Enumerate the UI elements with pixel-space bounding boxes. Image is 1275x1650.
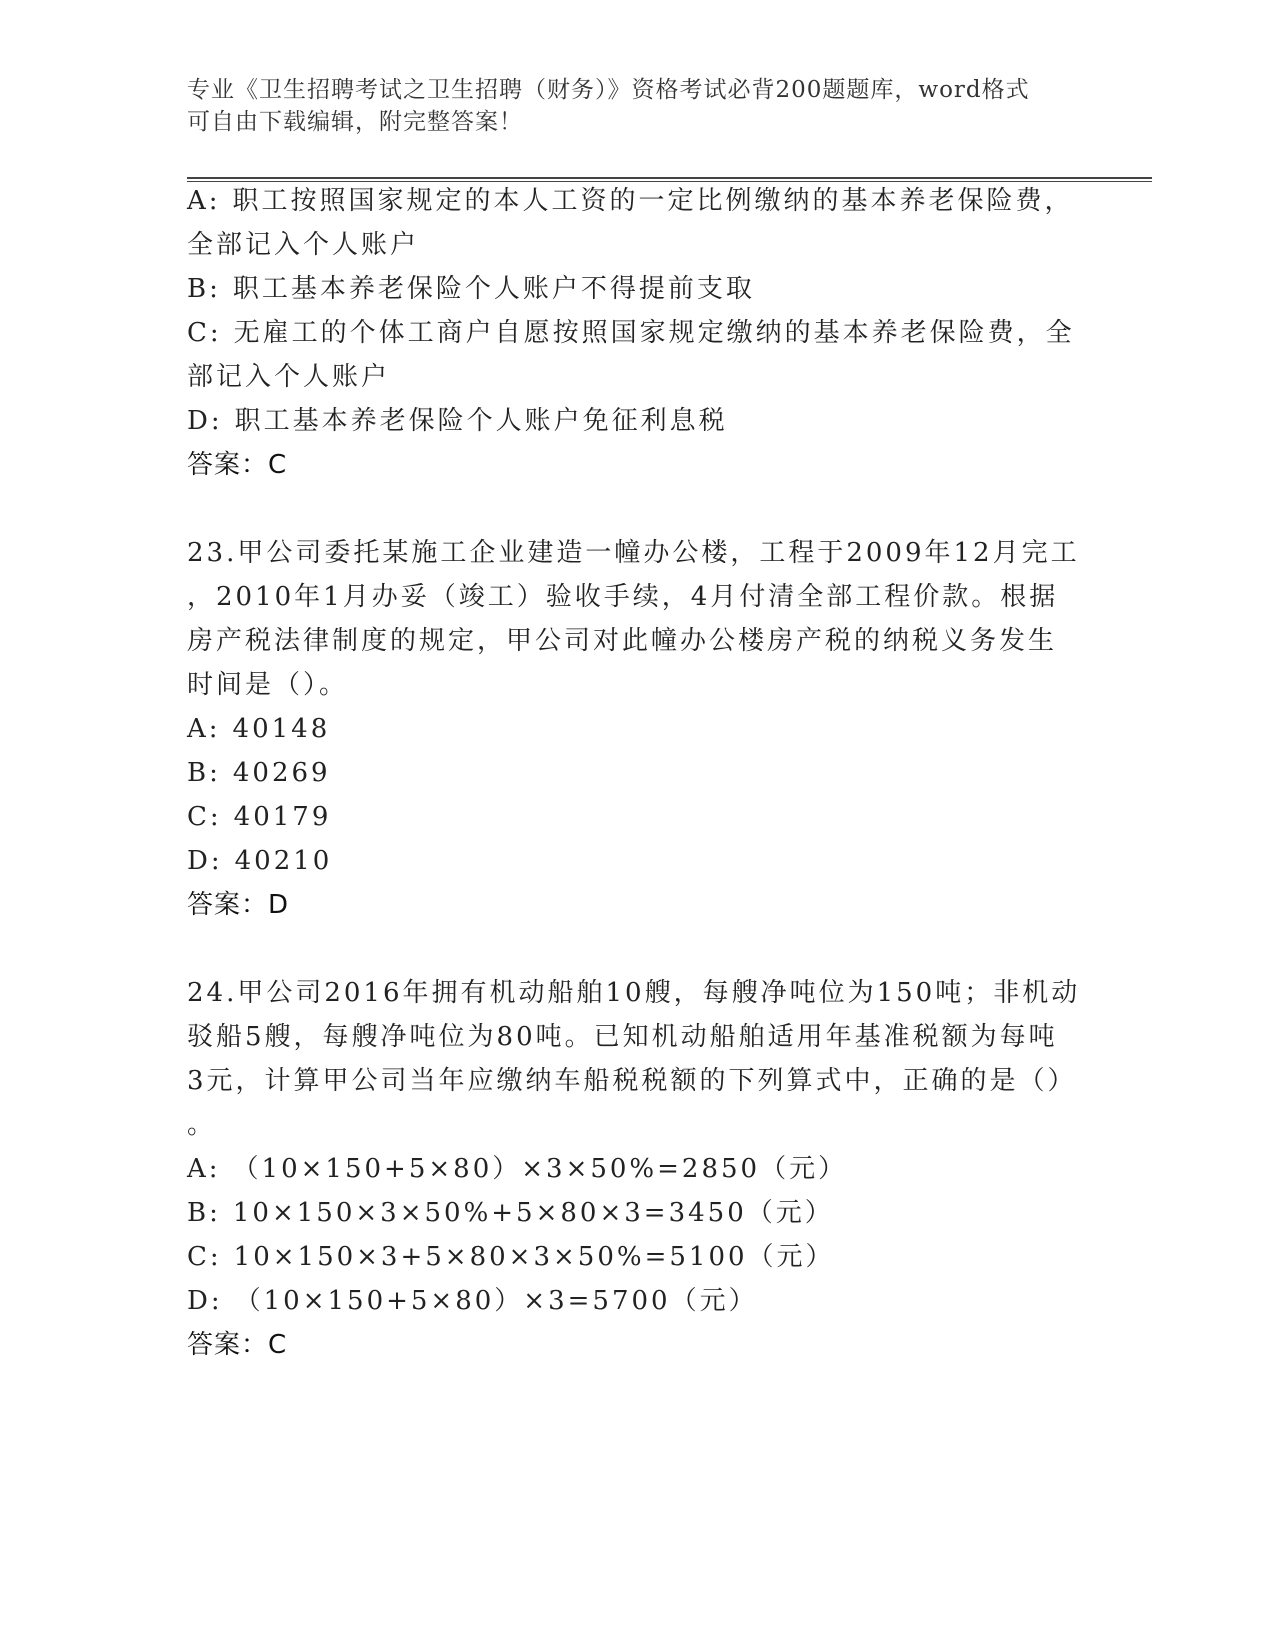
option-label-b: B: <box>187 274 221 304</box>
q23-option-c-text: 40179 <box>233 802 332 832</box>
q24-stem-line-3: 3元，计算甲公司当年应缴纳车船税税额的下列算式中，正确的是（） <box>187 1066 1077 1096</box>
q23-option-b <box>187 756 331 790</box>
q22-option-d-text: 职工基本养老保险个人账户免征利息税 <box>234 406 728 436</box>
q24-answer: 答案：C <box>187 1330 288 1360</box>
header-line-1: 专业《卫生招聘考试之卫生招聘（财务）》资格考试必背200题题库，word格式 <box>187 77 1030 103</box>
option-label-a: A: <box>187 1154 221 1184</box>
q24-option-b-text: 10×150×3×50%+5×80×3=3450（元） <box>232 1198 834 1228</box>
q22-option-a-continued: 全部记入个人账户 <box>187 230 420 260</box>
header-line-2: 可自由下载编辑，附完整答案！ <box>187 109 523 135</box>
q23-stem-line-2: ，2010年1月办妥（竣工）验收手续，4月付清全部工程价款。根据 <box>187 582 1059 612</box>
q24-stem-line-2: 驳船5艘，每艘净吨位为80吨。已知机动船舶适用年基准税额为每吨 <box>187 1022 1058 1052</box>
option-label-d: D: <box>187 1286 223 1316</box>
q22-option-c-continued: 部记入个人账户 <box>187 362 391 392</box>
option-label-a: A: <box>187 714 221 744</box>
q22-option-c <box>187 316 1075 350</box>
q22-option-a-text: 职工按照国家规定的本人工资的一定比例缴纳的基本养老保险费， <box>232 186 1074 216</box>
q23-option-c <box>187 800 331 834</box>
option-label-b: B: <box>187 758 221 788</box>
option-label-d: D: <box>187 846 223 876</box>
q23-option-a <box>187 712 330 746</box>
document-header <box>187 74 1087 138</box>
option-label-c: C: <box>187 1242 222 1272</box>
q23-option-d-text: 40210 <box>234 846 333 876</box>
q22-option-c-text: 无雇工的个体工商户自愿按照国家规定缴纳的基本养老保险费，全 <box>233 318 1075 348</box>
q24-option-c-text: 10×150×3+5×80×3×50%=5100（元） <box>233 1242 835 1272</box>
q24-option-d <box>187 1284 758 1318</box>
header-rule-thick <box>187 177 1152 179</box>
option-label-c: C: <box>187 802 222 832</box>
q22-option-a <box>187 184 1074 218</box>
q24-option-b <box>187 1196 834 1230</box>
q23-stem-line-3: 房产税法律制度的规定，甲公司对此幢办公楼房产税的纳税义务发生 <box>187 626 1058 656</box>
q24-option-d-text: （10×150+5×80）×3=5700（元） <box>234 1286 758 1316</box>
q23-stem-line-1: 23.甲公司委托某施工企业建造一幢办公楼，工程于2009年12月完工 <box>187 538 1080 568</box>
q24-stem-line-4: 。 <box>187 1110 217 1140</box>
header-rule-thin <box>187 181 1152 182</box>
q23-answer: 答案：D <box>187 890 290 920</box>
q22-option-d <box>187 404 728 438</box>
q22-answer: 答案：C <box>187 450 288 480</box>
option-label-b: B: <box>187 1198 221 1228</box>
q24-option-a-text: （10×150+5×80）×3×50%=2850（元） <box>232 1154 848 1184</box>
option-label-a: A: <box>187 186 221 216</box>
q23-option-d <box>187 844 332 878</box>
q23-option-b-text: 40269 <box>232 758 331 788</box>
option-label-d: D: <box>187 406 223 436</box>
q22-option-b <box>187 272 755 306</box>
option-label-c: C: <box>187 318 222 348</box>
q23-stem-line-4: 时间是（）。 <box>187 670 349 700</box>
q24-option-c <box>187 1240 835 1274</box>
q24-option-a <box>187 1152 847 1186</box>
q24-stem-line-1: 24.甲公司2016年拥有机动船舶10艘，每艘净吨位为150吨；非机动 <box>187 978 1081 1008</box>
q23-option-a-text: 40148 <box>232 714 331 744</box>
q22-option-b-text: 职工基本养老保险个人账户不得提前支取 <box>232 274 755 304</box>
